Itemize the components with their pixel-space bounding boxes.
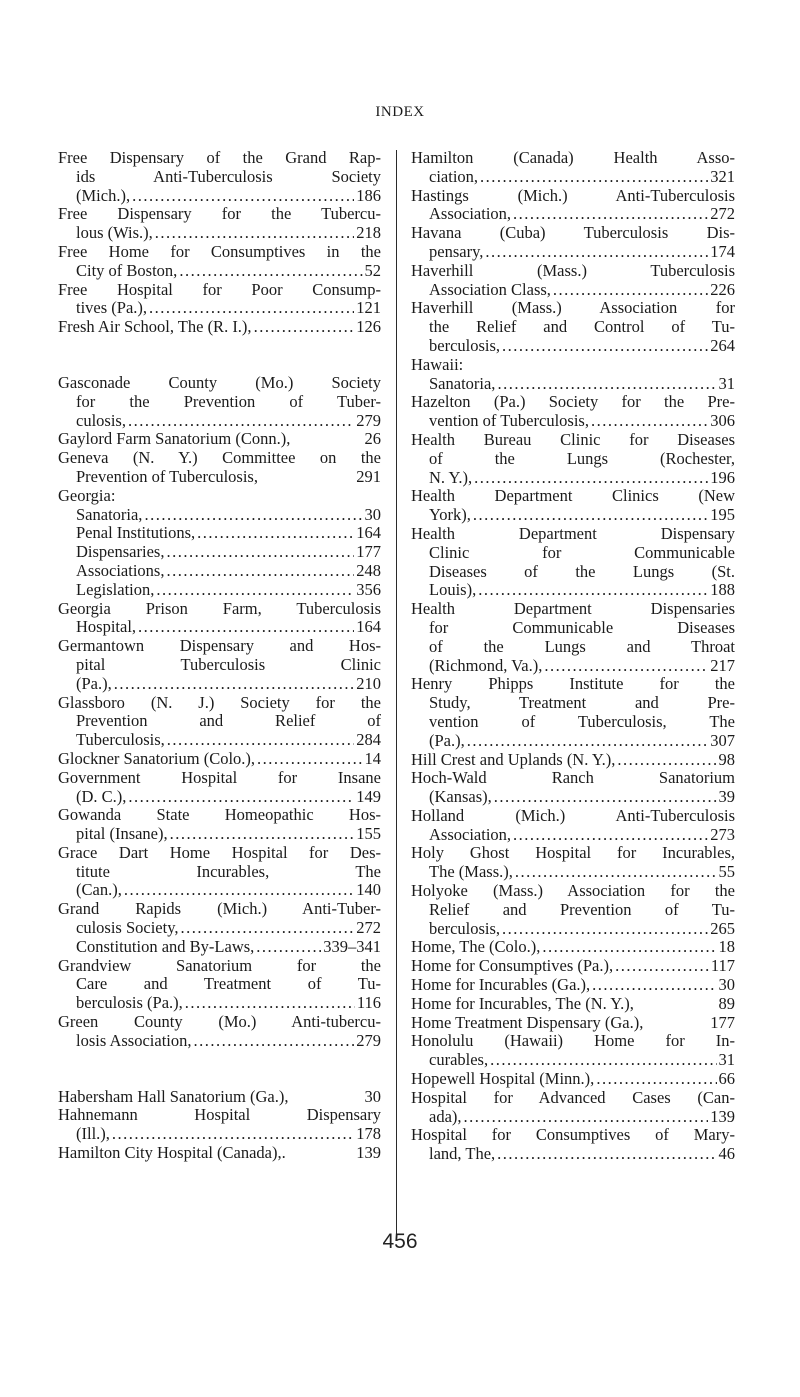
entry-text: Gaylord Farm Sanatorium (Conn.), [58,430,291,449]
entry-text: culosis Society, [76,919,179,938]
page-reference: 291 [356,467,381,486]
page-reference: 264 [710,336,735,355]
entry-text: Havana (Cuba) Tuberculosis Dis- [411,224,735,243]
entry-text: (Kansas), [429,788,492,807]
entry-text: Habersham Hall Sanatorium (Ga.), [58,1087,289,1106]
entry-text: Free Dispensary of the Grand Rap- [58,149,381,167]
index-entry [411,356,735,375]
page-reference: 126 [356,318,381,337]
entry-text: Sanatoria, [429,374,496,393]
entry-text: Holyoke (Mass.) Association for the [411,882,735,901]
index-entry [58,449,381,487]
leader-dots [544,657,708,676]
entry-text: Diseases of the Lungs (St. [429,562,735,581]
index-entry [411,769,735,807]
index-entry [411,525,735,600]
entry-text: ciation, [429,167,479,186]
index-entry [58,487,381,506]
page-reference: 321 [710,167,735,186]
entry-text: N. Y.), [429,468,473,487]
entry-text: ids Anti-Tuberculosis Society [76,167,381,186]
entry-text: (D. C.), [76,787,127,806]
leader-dots [494,788,717,807]
index-subentry [58,938,381,957]
entry-text: land, The, [429,1145,496,1164]
page-reference: 273 [710,825,735,844]
entry-text: Glockner Sanatorium (Colo.), [58,749,256,768]
page-reference: 226 [710,280,735,299]
page-reference: 279 [356,1031,381,1050]
leader-dots [553,281,708,300]
leader-dots [194,1032,355,1051]
leader-dots [114,675,355,694]
index-subentry [58,562,381,581]
page-reference: 30 [718,976,735,995]
entry-text: berculosis (Pa.), [76,994,183,1013]
entry-text: Constitution and By-Laws, [76,937,255,956]
page-reference: 218 [356,224,381,243]
index-subentry [58,524,381,543]
index-entry [411,299,735,355]
index-entry [411,675,735,750]
leader-dots [149,299,354,318]
entry-text: vention of Tuberculosis, The [429,712,735,731]
entry-text: Health Department Dispensary [411,524,735,543]
leader-dots [473,506,708,525]
entry-text: of the Lungs and Throat [429,637,735,656]
leader-dots [485,243,708,262]
page-reference: 339–341 [323,937,381,956]
page-reference: 195 [710,506,735,525]
entry-text: Free Hospital for Poor Consump- [58,280,381,299]
index-entry [411,1070,735,1089]
index-entry [411,224,735,262]
leader-dots [617,751,716,770]
entry-text: Free Dispensary for the Tubercu- [58,205,381,224]
entry-text: Henry Phipps Institute for the [411,675,735,694]
page-reference: 177 [710,1013,735,1032]
entry-text: Haverhill (Mass.) Tuberculosis [411,261,735,280]
entry-text: Association, [429,825,512,844]
leader-dots [138,618,354,637]
entry-text: (Richmond, Va.), [429,656,543,675]
leader-dots [474,469,708,488]
entry-text: Hopewell Hospital (Minn.), [411,1070,595,1089]
entry-text: losis Association, [76,1031,192,1050]
entry-text: for the Prevention of Tuber- [76,392,381,411]
entry-text: culosis, [76,411,126,430]
page-reference: 272 [710,205,735,224]
entry-text: Hahnemann Hospital Dispensary [58,1106,381,1125]
entry-text: tives (Pa.), [76,299,148,318]
entry-text: Prevention and Relief of [76,712,381,731]
page-reference: 279 [356,411,381,430]
page-reference: 186 [356,186,381,205]
page-reference: 30 [364,1087,381,1106]
entry-text: berculosis, [429,336,501,355]
index-entry [58,281,381,319]
entry-text: Gowanda State Homeopathic Hos- [58,806,381,825]
leader-dots [502,920,708,939]
entry-text: Germantown Dispensary and Hos- [58,637,381,656]
entry-text: Hill Crest and Uplands (N. Y.), [411,750,616,769]
page-reference: 14 [364,749,381,768]
entry-text: Hoch-Wald Ranch Sanatorium [411,769,735,788]
leader-dots [181,919,355,938]
entry-text: (Can.), [76,881,122,900]
entry-text: Study, Treatment and Pre- [429,694,735,713]
entry-text: Hazelton (Pa.) Society for the Pre- [411,393,735,412]
leader-dots [124,881,354,900]
entry-text: Health Bureau Clinic for Diseases [411,430,735,449]
page-reference: 139 [356,1144,381,1163]
entry-text: Honolulu (Hawaii) Home for In- [411,1032,735,1051]
entry-text: Home for Consumptives (Pa.), [411,957,614,976]
entry-text: lous (Wis.), [76,224,153,243]
index-entry [411,1126,735,1164]
index-subentry [58,506,381,525]
index-entry [411,149,735,187]
index-entry [58,769,381,807]
index-entry [58,149,381,205]
entry-text: Clinic for Communicable [429,543,735,562]
page-reference: 31 [718,1051,735,1070]
leader-dots [502,337,708,356]
section-gap [58,1051,381,1088]
page-reference: 306 [710,412,735,431]
leader-dots [167,731,354,750]
leader-dots [128,788,354,807]
index-entry [58,1088,381,1107]
leader-dots [179,262,362,281]
index-column-right [411,149,735,1164]
entry-text: Grace Dart Home Hospital for Des- [58,843,381,862]
index-entry [58,957,381,1013]
entry-text: Dispensaries, [76,543,165,562]
page-reference: 140 [356,881,381,900]
leader-dots [257,750,362,769]
index-entry [58,205,381,243]
index-entry [411,1089,735,1127]
page-reference: 155 [356,825,381,844]
leader-dots [467,732,709,751]
index-entry [411,1032,735,1070]
leader-dots [166,562,354,581]
leader-dots [515,863,717,882]
index-entry [58,750,381,769]
index-entry [411,938,735,957]
entry-text: berculosis, [429,919,501,938]
entry-text: Free Home for Consumptives in the [58,242,381,261]
leader-dots [144,506,362,525]
entry-text: Associations, [76,561,165,580]
entry-text: Glassboro (N. J.) Society for the [58,693,381,712]
entry-text: Hospital for Advanced Cases (Can- [411,1088,735,1107]
leader-dots [464,1108,709,1127]
entry-text: the Relief and Control of Tu- [429,318,735,337]
page-reference: 117 [710,957,735,976]
index-entry [58,430,381,449]
leader-dots [185,994,355,1013]
index-entry [58,844,381,900]
entry-text: titute Incurables, The [76,862,381,881]
leader-dots [112,1125,354,1144]
entry-text: Legislation, [76,580,155,599]
index-entry [58,1013,381,1051]
leader-dots [615,957,709,976]
index-entry [58,806,381,844]
leader-dots [166,543,354,562]
page-reference: 248 [356,561,381,580]
page-reference: 265 [710,919,735,938]
page-reference: 18 [718,938,735,957]
section-gap [58,337,381,374]
column-divider [396,150,397,1235]
entry-text: Relief and Prevention of Tu- [429,900,735,919]
entry-text: Prevention of Tuberculosis, [76,467,258,486]
leader-dots [256,938,321,957]
entry-text: Hospital, [76,618,137,637]
entry-text: Health Department Dispensaries [411,600,735,619]
index-subentry [58,581,381,600]
page-reference: 121 [356,299,381,318]
leader-dots [128,412,354,431]
entry-text: Care and Treatment of Tu- [76,975,381,994]
leader-dots [478,581,708,600]
page-reference: 39 [718,788,735,807]
index-entry [58,243,381,281]
entry-text: Hamilton (Canada) Health Asso- [411,149,735,167]
entry-text: Holland (Mich.) Anti-Tuberculosis [411,806,735,825]
entry-text: Georgia: [58,486,116,505]
entry-text: curables, [429,1051,489,1070]
leader-dots [592,976,716,995]
page-reference: 196 [710,468,735,487]
entry-text: City of Boston, [76,261,178,280]
leader-dots [254,318,355,337]
page-reference: 210 [356,674,381,693]
entry-text: for Communicable Diseases [429,618,735,637]
entry-text: The (Mass.), [429,863,513,882]
leader-dots [480,168,708,187]
page-reference: 356 [356,580,381,599]
page-reference: 177 [356,543,381,562]
leader-dots [596,1070,716,1089]
page-reference: 174 [710,242,735,261]
entry-text: pital (Insane), [76,825,168,844]
index-entry [58,1106,381,1144]
entry-text: Georgia Prison Farm, Tuberculosis [58,599,381,618]
page-reference: 164 [356,524,381,543]
entry-text: pensary, [429,242,484,261]
entry-text: (Mich.), [76,186,131,205]
entry-text: Association, [429,205,512,224]
page-reference: 307 [710,731,735,750]
index-entry [58,694,381,750]
leader-dots [497,375,716,394]
index-entry [411,807,735,845]
index-entry [411,976,735,995]
page-reference: 55 [718,863,735,882]
leader-dots [542,938,716,957]
entry-text: Grand Rapids (Mich.) Anti-Tuber- [58,900,381,919]
index-entry [411,995,735,1014]
page-reference: 139 [710,1107,735,1126]
entry-text: Geneva (N. Y.) Committee on the [58,449,381,468]
page-reference: 30 [364,505,381,524]
entry-text: Home for Incurables, The (N. Y.), [411,994,634,1013]
page-header: INDEX [375,104,425,120]
index-entry [411,187,735,225]
entry-text: Green County (Mo.) Anti-tubercu- [58,1013,381,1032]
page-reference: 188 [710,581,735,600]
page-reference: 46 [718,1145,735,1164]
index-entry [411,487,735,525]
page-reference: 89 [718,994,735,1013]
index-entry [58,600,381,638]
entry-text: Home, The (Colo.), [411,938,541,957]
index-entry [411,882,735,938]
index-entry [58,637,381,693]
entry-text: (Pa.), [429,731,465,750]
entry-text: Louis), [429,581,477,600]
leader-dots [170,825,355,844]
leader-dots [591,412,708,431]
index-entry [411,957,735,976]
index-entry [411,262,735,300]
entry-text: vention of Tuberculosis, [429,412,589,431]
index-entry [411,844,735,882]
index-entry [411,600,735,675]
page-reference: 52 [364,261,381,280]
entry-text: (Pa.), [76,674,112,693]
entry-text: Hawaii: [411,355,464,374]
index-entry [411,393,735,431]
entry-text: Tuberculosis, [76,731,165,750]
page-reference: 66 [718,1070,735,1089]
page-reference: 149 [356,787,381,806]
entry-text: Home Treatment Dispensary (Ga.), [411,1013,644,1032]
entry-text: Hamilton City Hospital (Canada),. [58,1144,286,1163]
page-reference: 116 [356,994,381,1013]
entry-text: pital Tuberculosis Clinic [76,655,381,674]
index-entry [411,1014,735,1033]
page-reference: 272 [356,919,381,938]
page-number: 456 [382,1230,418,1253]
entry-text: Fresh Air School, The (R. I.), [58,318,252,337]
entry-text: Penal Institutions, [76,524,196,543]
entry-text: ada), [429,1107,462,1126]
leader-dots [513,205,708,224]
page-reference: 164 [356,618,381,637]
entry-text: Association Class, [429,280,551,299]
index-subentry [411,375,735,394]
leader-dots [497,1145,716,1164]
entry-text: Government Hospital for Insane [58,768,381,787]
page-reference: 284 [356,731,381,750]
leader-dots [490,1051,716,1070]
leader-dots [156,581,354,600]
entry-text: (Ill.), [76,1125,110,1144]
entry-text: Holy Ghost Hospital for Incurables, [411,844,735,863]
index-subentry [58,543,381,562]
page-reference: 217 [710,656,735,675]
page-reference: 178 [356,1125,381,1144]
index-entry [58,1144,381,1163]
index-entry [58,900,381,938]
leader-dots [155,224,354,243]
index-entry [411,751,735,770]
entry-text: Gasconade County (Mo.) Society [58,373,381,392]
entry-text: Health Department Clinics (New [411,487,735,506]
leader-dots [197,524,354,543]
page-reference: 98 [718,750,735,769]
index-column-left [58,149,381,1163]
page-reference: 31 [718,374,735,393]
entry-text: Home for Incurables (Ga.), [411,976,591,995]
entry-text: Hastings (Mich.) Anti-Tuberculosis [411,186,735,205]
entry-text: Hospital for Consumptives of Mary- [411,1126,735,1145]
entry-text: Grandview Sanatorium for the [58,956,381,975]
leader-dots [132,187,354,206]
index-entry [411,431,735,487]
index-entry [58,318,381,337]
entry-text: Sanatoria, [76,505,143,524]
leader-dots [513,826,708,845]
page-reference: 26 [364,430,381,449]
index-entry [58,374,381,430]
entry-text: Haverhill (Mass.) Association for [411,299,735,318]
entry-text: York), [429,506,471,525]
entry-text: of the Lungs (Rochester, [429,449,735,468]
